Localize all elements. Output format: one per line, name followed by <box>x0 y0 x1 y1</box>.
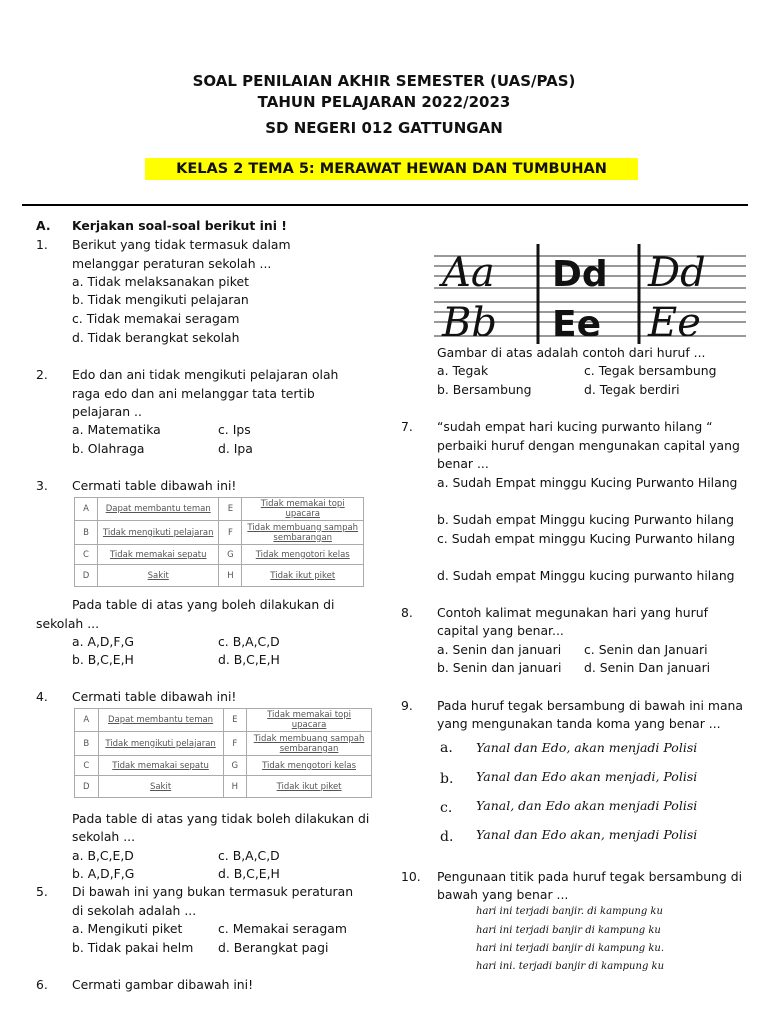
table-cell: H <box>219 565 242 587</box>
rules-table <box>74 708 372 798</box>
table-row <box>75 776 372 798</box>
option-d: d. Tegak berdiri <box>584 382 680 397</box>
option-label: d. <box>440 829 454 845</box>
table-cell: C <box>75 545 98 565</box>
question-text: Cermati table dibawah ini! <box>72 478 237 493</box>
table-cell: Tidak mengikuti pelajaran <box>97 521 219 545</box>
table-cell: C <box>75 756 99 776</box>
table-cell: G <box>219 545 242 565</box>
option-d: d. Tidak berangkat sekolah <box>72 330 240 345</box>
letters-image-text: Aa <box>442 250 495 296</box>
option-b: b. Sudah empat Minggu kucing Purwanto hilang <box>437 512 734 527</box>
letters-image-text: Bb <box>442 300 497 344</box>
option-a: a. Tegak <box>437 363 489 378</box>
question-text: Edo dan ani tidak mengikuti pelajaran olah <box>72 367 339 382</box>
letters-image-text: Ee <box>552 304 602 344</box>
table-cell: Tidak membuang sampah sembarangan <box>247 732 372 756</box>
table-cell: Sakit <box>97 565 219 587</box>
header-line-2: TAHUN PELAJARAN 2022/2023 <box>257 93 511 111</box>
question-number: 10. <box>401 869 421 884</box>
table-cell: Tidak mengotori kelas <box>247 756 372 776</box>
option-sentence: hari ini terjadi banjir. di kampung ku <box>476 906 663 917</box>
question-text: Pada table di atas yang tidak boleh dilakukan di <box>72 811 370 826</box>
option-a: a. Tidak melaksanakan piket <box>72 274 249 289</box>
question-text: Contoh kalimat megunakan hari yang huruf <box>437 605 708 620</box>
table-row <box>75 709 372 732</box>
option-a: a. B,C,E,D <box>72 848 134 863</box>
table-cell: Dapat membantu teman <box>98 709 223 732</box>
table-cell: Tidak memakai topi upacara <box>247 709 372 732</box>
option-a: a. Sudah Empat minggu Kucing Purwanto Hilang <box>437 475 738 490</box>
option-sentence: hari ini. terjadi banjir di kampung ku <box>476 961 665 972</box>
question-text: Di bawah ini yang bukan termasuk peraturan <box>72 884 354 899</box>
question-text: Pada huruf tegak bersambung di bawah ini mana <box>437 698 743 713</box>
table-cell: Tidak memakai topi upacara <box>242 498 364 521</box>
option-d: d. B,C,E,H <box>218 652 280 667</box>
header-line-1: SOAL PENILAIAN AKHIR SEMESTER (UAS/PAS) <box>192 72 576 90</box>
table-cell: Tidak mengotori kelas <box>242 545 364 565</box>
question-text: benar ... <box>437 456 489 471</box>
option-a: a. A,D,F,G <box>72 634 135 649</box>
option-b: b. Senin dan januari <box>437 660 562 675</box>
question-number: 5. <box>36 884 48 899</box>
question-text: di sekolah adalah ... <box>72 903 197 918</box>
class-theme-banner: KELAS 2 TEMA 5: MERAWAT HEWAN DAN TUMBUHAN <box>145 158 638 180</box>
option-d: d. Senin Dan januari <box>584 660 711 675</box>
question-text: Berikut yang tidak termasuk dalam <box>72 237 291 252</box>
question-number: 7. <box>401 419 413 434</box>
table-cell: E <box>219 498 242 521</box>
question-number: 1. <box>36 237 48 252</box>
table-cell: A <box>75 709 99 732</box>
section-title: Kerjakan soal-soal berikut ini ! <box>72 218 287 233</box>
table-cell: Tidak memakai sepatu <box>97 545 219 565</box>
option-a: a. Matematika <box>72 422 161 437</box>
option-c: c. Ips <box>218 422 251 437</box>
option-b: b. Tidak mengikuti pelajaran <box>72 292 249 307</box>
question-text: raga edo dan ani melanggar tata tertib <box>72 386 315 401</box>
question-number: 6. <box>36 977 48 992</box>
option-c: c. Sudah empat minggu Kucing Purwanto hilang <box>437 531 735 546</box>
question-text: melanggar peraturan sekolah ... <box>72 256 272 271</box>
table-cell: H <box>223 776 247 798</box>
question-text: Gambar di atas adalah contoh dari huruf ... <box>437 345 706 360</box>
option-sentence: hari ini terjadi banjir di kampung ku. <box>476 943 665 954</box>
option-d: d. Berangkat pagi <box>218 940 329 955</box>
option-c: c. Senin dan Januari <box>584 642 708 657</box>
question-text: pelajaran .. <box>72 404 142 419</box>
question-text: yang mengunakan tanda koma yang benar ... <box>437 716 721 731</box>
letters-example-image <box>434 240 746 344</box>
table-row <box>75 521 364 545</box>
table-cell: F <box>219 521 242 545</box>
option-b: b. B,C,E,H <box>72 652 134 667</box>
table-cell: Tidak memakai sepatu <box>98 756 223 776</box>
table-cell: Tidak ikut piket <box>247 776 372 798</box>
option-label: c. <box>440 800 453 816</box>
letters-image-text: Dd <box>648 250 706 296</box>
section-letter: A. <box>36 218 51 233</box>
table-cell: D <box>75 776 99 798</box>
option-b: Yanal dan Edo akan menjadi, Polisi <box>476 769 698 784</box>
question-number: 3. <box>36 478 48 493</box>
question-text: sekolah ... <box>36 616 100 631</box>
rules-table <box>74 497 364 587</box>
table-cell: Tidak mengikuti pelajaran <box>98 732 223 756</box>
question-text: perbaiki huruf dengan mengunakan capital yang <box>437 438 740 453</box>
table-cell: G <box>223 756 247 776</box>
table-cell: A <box>75 498 98 521</box>
option-a: a. Mengikuti piket <box>72 921 183 936</box>
question-text: Pengunaan titik pada huruf tegak bersambung di <box>437 869 743 884</box>
question-text: “sudah empat hari kucing purwanto hilang “ <box>437 419 713 434</box>
table-row <box>75 565 364 587</box>
question-number: 2. <box>36 367 48 382</box>
letters-image-text: Dd <box>552 254 608 295</box>
option-c: c. Memakai seragam <box>218 921 347 936</box>
option-d: d. B,C,E,H <box>218 866 280 881</box>
option-d: Yanal dan Edo akan, menjadi Polisi <box>476 827 698 842</box>
option-b: b. A,D,F,G <box>72 866 135 881</box>
option-a: a. Senin dan januari <box>437 642 562 657</box>
question-text: bawah yang benar ... <box>437 887 569 902</box>
option-d: d. Sudah empat Minggu kucing purwanto hilang <box>437 568 735 583</box>
option-a: Yanal dan Edo, akan menjadi Polisi <box>476 740 698 755</box>
option-c: c. B,A,C,D <box>218 848 280 863</box>
option-label: a. <box>440 740 453 756</box>
table-cell: B <box>75 521 98 545</box>
question-number: 9. <box>401 698 413 713</box>
question-number: 4. <box>36 689 48 704</box>
table-cell: Sakit <box>98 776 223 798</box>
table-cell: Tidak membuang sampah sembarangan <box>242 521 364 545</box>
table-row <box>75 545 364 565</box>
table-cell: E <box>223 709 247 732</box>
question-text: Cermati gambar dibawah ini! <box>72 977 254 992</box>
option-sentence: hari ini terjadi banjir di kampung ku <box>476 925 661 936</box>
question-text: Pada table di atas yang boleh dilakukan di <box>72 597 335 612</box>
table-row <box>75 732 372 756</box>
table-row <box>75 756 372 776</box>
table-row <box>75 498 364 521</box>
option-b: b. Olahraga <box>72 441 145 456</box>
option-b: b. Tidak pakai helm <box>72 940 194 955</box>
table-cell: Tidak ikut piket <box>242 565 364 587</box>
option-c: c. Tegak bersambung <box>584 363 717 378</box>
header-divider <box>22 204 748 206</box>
option-c: c. B,A,C,D <box>218 634 280 649</box>
letters-image-text: Ee <box>648 300 701 344</box>
question-text: Cermati table dibawah ini! <box>72 689 237 704</box>
question-number: 8. <box>401 605 413 620</box>
table-cell: F <box>223 732 247 756</box>
header-school: SD NEGERI 012 GATTUNGAN <box>265 119 503 137</box>
option-d: d. Ipa <box>218 441 253 456</box>
option-c: Yanal, dan Edo akan menjadi Polisi <box>476 798 698 813</box>
table-cell: Dapat membantu teman <box>97 498 219 521</box>
option-label: b. <box>440 771 454 787</box>
option-b: b. Bersambung <box>437 382 532 397</box>
option-c: c. Tidak memakai seragam <box>72 311 240 326</box>
question-text: capital yang benar... <box>437 623 564 638</box>
question-text: sekolah ... <box>72 829 136 844</box>
table-cell: D <box>75 565 98 587</box>
table-cell: B <box>75 732 99 756</box>
